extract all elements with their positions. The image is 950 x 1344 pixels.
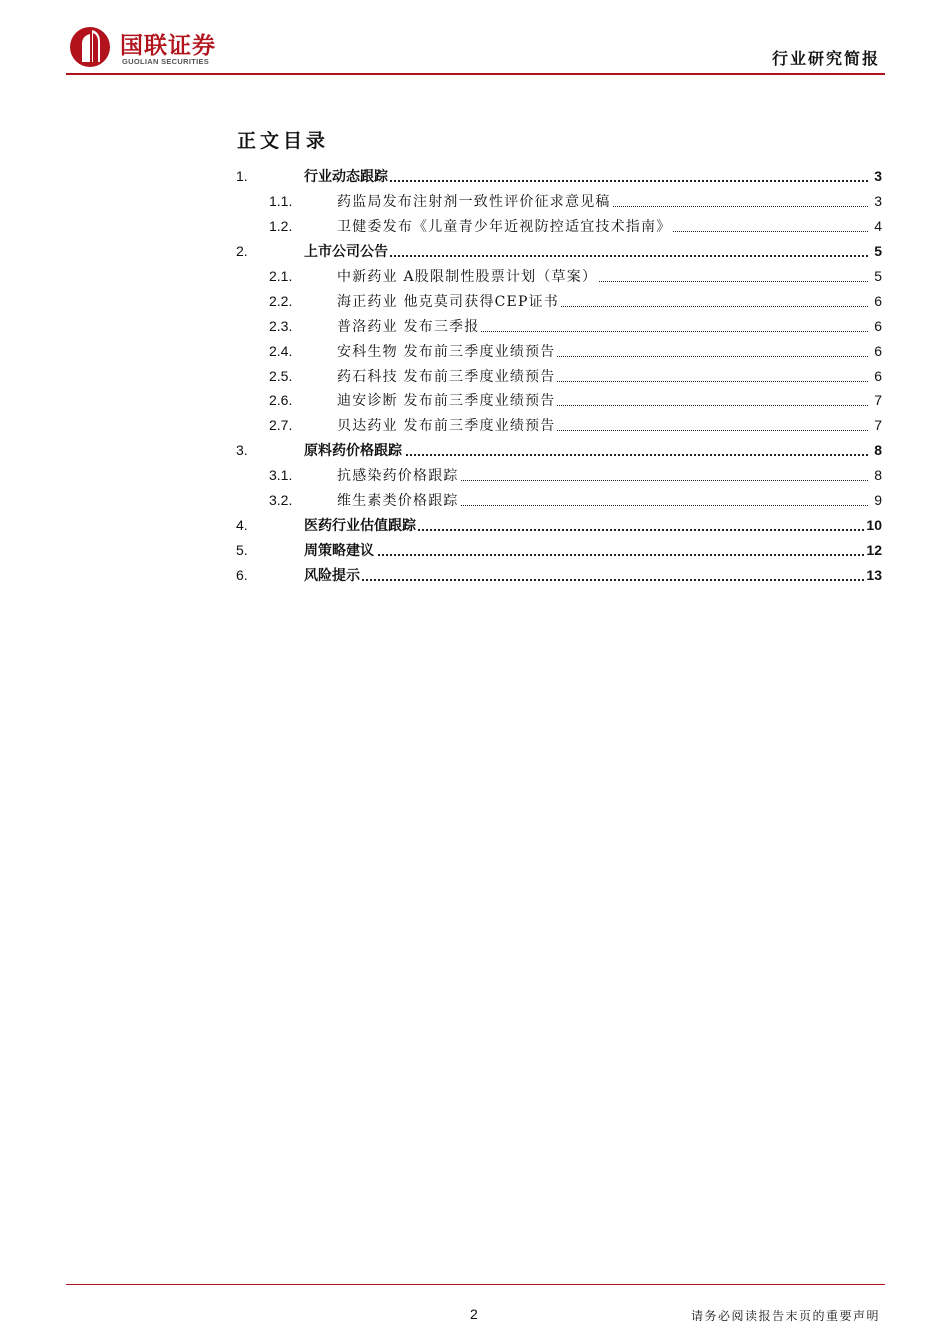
toc-entry[interactable] bbox=[236, 313, 882, 338]
toc-entry-page[interactable]: 5 bbox=[874, 243, 882, 260]
toc-entry-page[interactable]: 13 bbox=[866, 566, 882, 583]
toc-entry-title[interactable]: 安科生物 发布前三季度业绩预告 bbox=[337, 341, 557, 361]
toc-entry-number: 1.2. bbox=[269, 218, 293, 235]
toc-entry-page[interactable]: 6 bbox=[874, 317, 882, 334]
toc-entry-number: 2.5. bbox=[269, 367, 293, 384]
toc-entry-page[interactable]: 10 bbox=[866, 516, 882, 533]
toc-entry-number: 1.1. bbox=[269, 193, 293, 210]
toc-entry-number: 3.2. bbox=[269, 492, 293, 509]
toc-entry-number: 2.4. bbox=[269, 342, 293, 359]
toc-entry[interactable] bbox=[236, 189, 882, 214]
guolian-logo-icon bbox=[67, 24, 113, 70]
toc-entry[interactable] bbox=[236, 164, 882, 189]
toc-entry-title[interactable]: 卫健委发布《儿童青少年近视防控适宜技术指南》 bbox=[337, 216, 673, 236]
toc-entry-page[interactable]: 9 bbox=[874, 492, 882, 509]
toc-entry[interactable] bbox=[236, 413, 882, 438]
header-divider bbox=[66, 73, 885, 75]
footer-divider bbox=[66, 1284, 885, 1285]
toc-entry-title[interactable]: 风险提示 bbox=[304, 565, 362, 585]
toc-entry[interactable] bbox=[236, 512, 882, 537]
toc-entry-page[interactable]: 7 bbox=[874, 392, 882, 409]
toc-entry-number: 2.2. bbox=[269, 292, 293, 309]
logo-chinese-name: 国联证券 bbox=[120, 33, 216, 59]
toc-entry-title[interactable]: 迪安诊断 发布前三季度业绩预告 bbox=[337, 390, 557, 410]
toc-leader-dots bbox=[306, 180, 868, 182]
toc-entry[interactable] bbox=[236, 537, 882, 562]
toc-entry-title[interactable]: 维生素类价格跟踪 bbox=[337, 490, 461, 510]
toc-entry-number: 1. bbox=[236, 168, 248, 185]
toc-entry-page[interactable]: 5 bbox=[874, 268, 882, 284]
toc-entry[interactable] bbox=[236, 239, 882, 264]
toc-entry-page[interactable]: 12 bbox=[866, 541, 882, 558]
toc-entry-page[interactable]: 7 bbox=[874, 417, 882, 434]
toc-entry-title[interactable]: 行业动态跟踪 bbox=[304, 166, 390, 186]
toc-entry[interactable] bbox=[236, 463, 882, 488]
toc-entry-title[interactable]: 医药行业估值跟踪 bbox=[304, 515, 418, 535]
toc-entry-number: 3.1. bbox=[269, 467, 293, 484]
toc-leader-dots bbox=[306, 554, 868, 556]
toc-entry-page[interactable]: 8 bbox=[874, 442, 882, 459]
toc-entry-page[interactable]: 4 bbox=[874, 218, 882, 235]
toc-entry-title[interactable]: 普洛药业 发布三季报 bbox=[337, 316, 481, 336]
toc-entry-title[interactable]: 原料药价格跟踪 bbox=[304, 440, 404, 460]
toc-title: 正文目录 bbox=[237, 130, 330, 152]
toc-entry[interactable] bbox=[236, 264, 882, 289]
toc-entry-title[interactable]: 抗感染药价格跟踪 bbox=[337, 465, 461, 485]
toc-entry[interactable] bbox=[236, 214, 882, 239]
toc-entry-title[interactable]: 药监局发布注射剂一致性评价征求意见稿 bbox=[337, 191, 613, 211]
report-type-label: 行业研究简报 bbox=[771, 49, 880, 68]
toc-entry[interactable] bbox=[236, 562, 882, 587]
logo-english-name: GUOLIAN SECURITIES bbox=[122, 57, 210, 66]
toc-entry-title[interactable]: 上市公司公告 bbox=[304, 241, 390, 261]
table-of-contents bbox=[236, 164, 882, 587]
toc-entry[interactable] bbox=[236, 288, 882, 313]
toc-entry-number: 6. bbox=[236, 566, 248, 583]
toc-leader-dots bbox=[306, 579, 868, 581]
toc-entry-page[interactable]: 6 bbox=[874, 342, 882, 359]
toc-entry-number: 2. bbox=[236, 243, 248, 260]
toc-entry-number: 2.7. bbox=[269, 417, 293, 434]
toc-entry-title[interactable]: 中新药业 A股限制性股票计划（草案） bbox=[337, 266, 599, 286]
toc-entry-number: 4. bbox=[236, 516, 248, 533]
toc-entry[interactable] bbox=[236, 488, 882, 513]
toc-entry-title[interactable]: 药石科技 发布前三季度业绩预告 bbox=[337, 366, 557, 386]
toc-entry-page[interactable]: 6 bbox=[874, 367, 882, 384]
toc-entry-page[interactable]: 6 bbox=[874, 292, 882, 309]
toc-entry-page[interactable]: 3 bbox=[874, 168, 882, 185]
toc-leader-dots bbox=[306, 255, 868, 257]
page-number: 2 bbox=[470, 1306, 478, 1322]
toc-entry-number: 2.6. bbox=[269, 392, 293, 409]
toc-entry-number: 3. bbox=[236, 442, 248, 459]
toc-entry[interactable] bbox=[236, 438, 882, 463]
page-header bbox=[0, 0, 950, 80]
toc-entry[interactable] bbox=[236, 388, 882, 413]
toc-entry-number: 5. bbox=[236, 541, 248, 558]
footer-disclaimer: 请务必阅读报告末页的重要声明 bbox=[690, 1309, 880, 1323]
toc-entry-title[interactable]: 周策略建议 bbox=[304, 540, 376, 560]
toc-entry-title[interactable]: 海正药业 他克莫司获得CEP证书 bbox=[337, 291, 561, 311]
toc-entry-number: 2.3. bbox=[269, 317, 293, 334]
toc-entry[interactable] bbox=[236, 338, 882, 363]
toc-entry-title[interactable]: 贝达药业 发布前三季度业绩预告 bbox=[337, 415, 557, 435]
toc-entry[interactable] bbox=[236, 363, 882, 388]
toc-entry-page[interactable]: 8 bbox=[874, 467, 882, 484]
toc-entry-number: 2.1. bbox=[269, 268, 293, 284]
toc-entry-page[interactable]: 3 bbox=[874, 193, 882, 210]
